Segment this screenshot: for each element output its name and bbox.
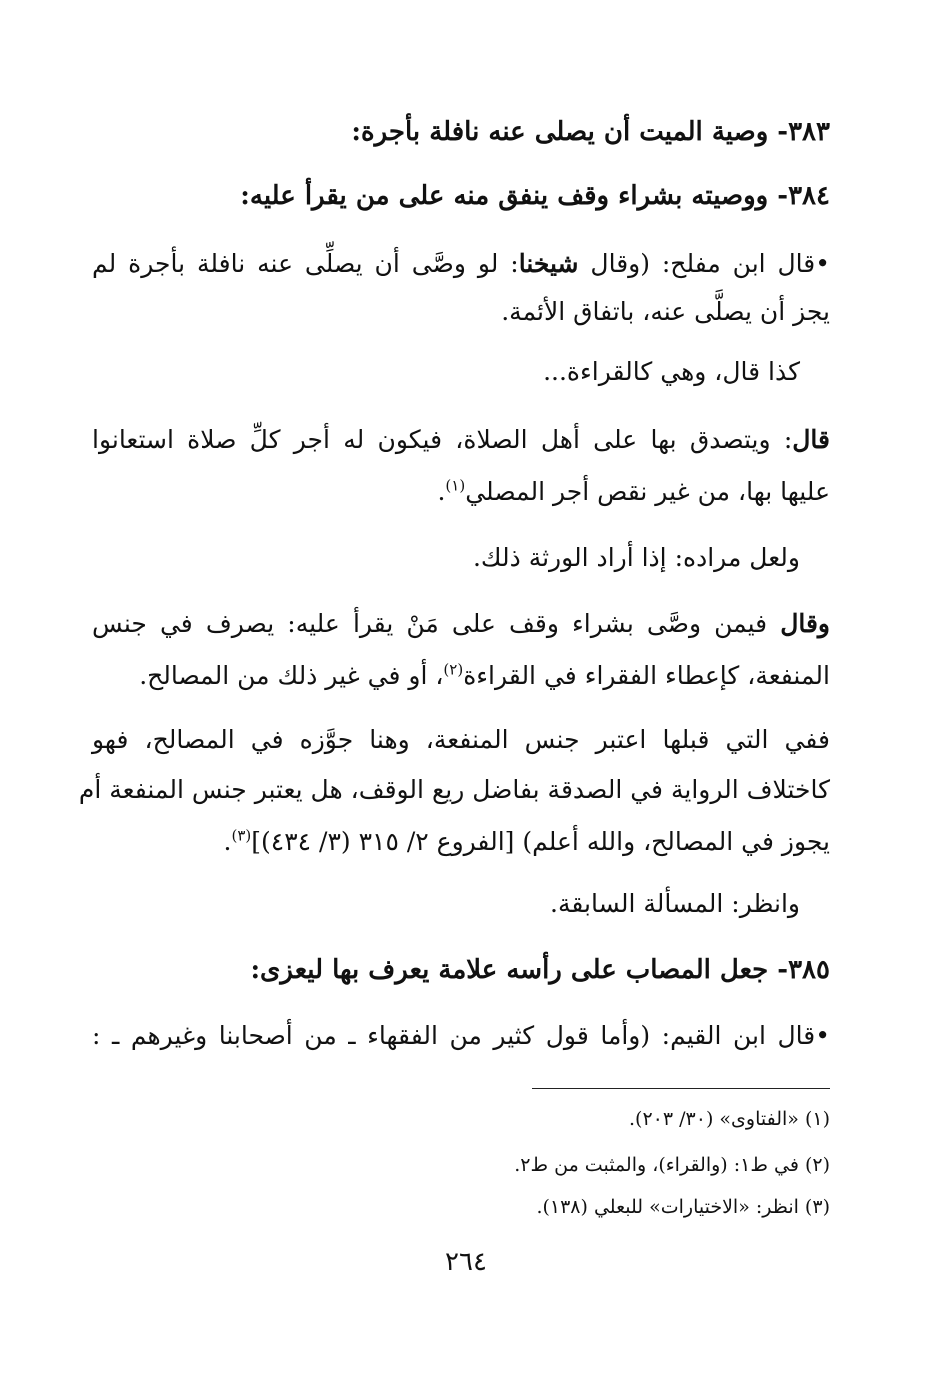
text: : ويتصدق بها على أهل الصلاة، فيكون له أجر كلِّ صلاة استعانوا: [92, 425, 793, 454]
text: .: [437, 477, 446, 506]
footnote-divider: [532, 1088, 830, 1089]
text: قال ابن القيم: (وأما قول كثير من الفقهاء ـ من أصحابنا وغيرهم ـ :: [92, 1021, 816, 1050]
footnote-3: (٣) انظر: «الاختيارات» للبعلي (١٣٨).: [536, 1196, 830, 1218]
footnote-2: (٢) في ط١: (والقراء)، والمثبت من ط٢.: [514, 1154, 830, 1176]
text: عليها بها، من غير نقص أجر المصلي: [465, 477, 830, 506]
footnote-ref-2: (٢): [443, 660, 464, 679]
paragraph-ibn-muflih-line-1: [92, 244, 830, 284]
paragraph-murad: ولعل مراده: إذا أراد الورثة ذلك.: [472, 543, 800, 572]
text: يجوز في المصالح، والله أعلم) [الفروع ٢/ ٣١٥ (٣/ ٤٣٤)]: [251, 827, 830, 856]
heading-383: ٣٨٣- وصية الميت أن يصلى عنه نافلة بأجرة:: [351, 117, 830, 147]
paragraph-ibn-muflih-line-2: يجز أن يصلَّى عنه، باتفاق الأئمة.: [501, 297, 830, 326]
bold-term: قال: [792, 425, 830, 454]
paragraph-wa-qala-line-1: [92, 604, 830, 644]
text: المنفعة، كإعطاء الفقراء في القراءة: [463, 661, 830, 690]
paragraph-wa-qala-line-2: [139, 656, 830, 696]
paragraph-comment: كذا قال، وهي كالقراءة...: [543, 357, 800, 386]
text: ، أو في غير ذلك من المصالح.: [139, 661, 444, 690]
text: : لو وصَّى أن يصلِّى عنه نافلة بأجرة لم: [92, 249, 519, 278]
bold-term: وقال: [780, 609, 830, 638]
paragraph-ibn-qayyim: [92, 1016, 830, 1056]
footnote-1: (١) «الفتاوى» (٣٠/ ٢٠٣).: [629, 1108, 830, 1130]
paragraph-comparison-line-1: ففي التي قبلها اعتبر جنس المنفعة، وهنا جوَّزه في المصالح، فهو: [92, 725, 830, 754]
footnote-ref-3: (٣): [231, 826, 252, 845]
text: .: [223, 827, 232, 856]
heading-385: ٣٨٥- جعل المصاب على رأسه علامة يعرف بها ليعزى:: [250, 955, 830, 985]
text: قال ابن مفلح: (وقال: [578, 249, 816, 278]
paragraph-qala-line-2: [437, 472, 830, 512]
text: فيمن وصَّى بشراء وقف على مَنْ يقرأ عليه: يصرف في جنس: [92, 609, 781, 638]
page-number: ٢٦٤: [445, 1247, 487, 1277]
bullet-icon: •: [815, 249, 830, 278]
bold-term: شيخنا: [518, 249, 579, 278]
paragraph-qala-line-1: [92, 420, 830, 460]
footnote-ref-1: (١): [445, 476, 466, 495]
paragraph-comparison-line-2: كاختلاف الرواية في الصدقة بفاضل ريع الوقف، هل يعتبر جنس المنفعة أم: [78, 775, 830, 804]
bullet-icon: •: [815, 1021, 830, 1050]
heading-384: ٣٨٤- ووصيته بشراء وقف ينفق منه على من يقرأ عليه:: [240, 181, 830, 211]
paragraph-comparison-line-3: [224, 822, 830, 862]
paragraph-see-previous: وانظر: المسألة السابقة.: [550, 889, 800, 918]
